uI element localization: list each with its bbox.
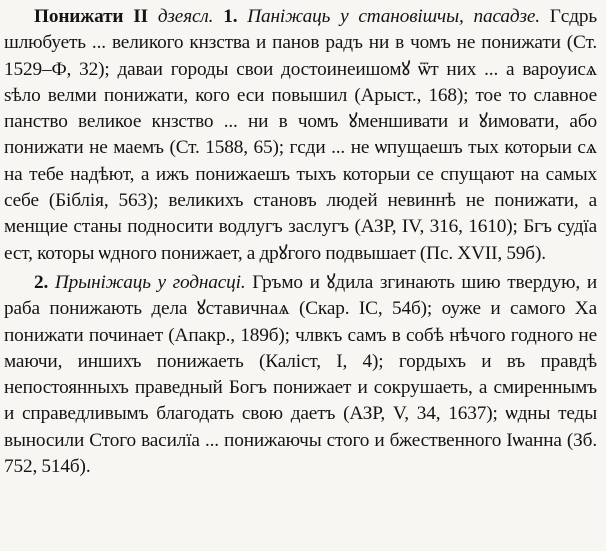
sense-1-gloss: Паніжаць у становішчы, пасадзе. — [247, 6, 540, 27]
dictionary-entry — [4, 4, 597, 480]
part-of-speech: дзеясл. — [157, 6, 214, 27]
sense-2-number: 2. — [34, 271, 49, 293]
sense-1-number: 1. — [223, 6, 238, 27]
sense-2-citations: Гръмо и ꙋдила згинають шию твердую, и раба понижають дела ꙋставичнаѧ (Скар. ІС, 54б); оуже и самого Ха понижати починает (Апакр., 189б); члвкъ самъ в собѣ нѣчого годного не маючи, иншихъ понижаеть (Каліст, І, 4); гордыхъ и въ правдѣ непостоянныхъ праведный Богъ понижает и сокрушаеть, а смиреннымъ и справедливымъ благодать свою даетъ (АЗР, V, 34, 1637); ѡдны теды выносили Стого василїа ... понижаючы стого и бжественного Іѡанна (Зб. 752, 514б). — [4, 271, 597, 478]
sense-2-gloss: Прыніжаць у годнасці. — [54, 271, 246, 293]
headword: Понижати — [34, 6, 124, 27]
sense-1 — [4, 4, 597, 267]
homonym-number: II — [133, 6, 148, 27]
sense-2 — [4, 270, 597, 480]
sense-1-citations: Гсдрь шлюбуеть ... великого кнзства и панов радъ ни в чомъ не понижати (Ст. 1529–Ф, 32); даваи городы свои достоинеишомꙋ ѿт них ... а вароуисѧ ѕѣло велми понижати, кого еси повышил (Арыст., 168); тое то славное панство великое кнзство ... ни в чомъ ꙋменшивати и ꙋимовати, або понижати не маемъ (Ст. 1588, 65); гсди ... не ѡпущаешъ тых которыи сѧ на тебе надѣют, а ижъ понижаешъ тыхъ которыи се спущают на самых себе (Біблія, 563); великихъ становъ людей невиннѣ не понижати, а менщие станы подносити водлугъ заслугъ (АЗР, IV, 316, 1610); Бгъ судїа ест, которы ѡдного понижает, а дрꙋгого подвышает (Пс. XVII, 59б). — [4, 6, 597, 264]
